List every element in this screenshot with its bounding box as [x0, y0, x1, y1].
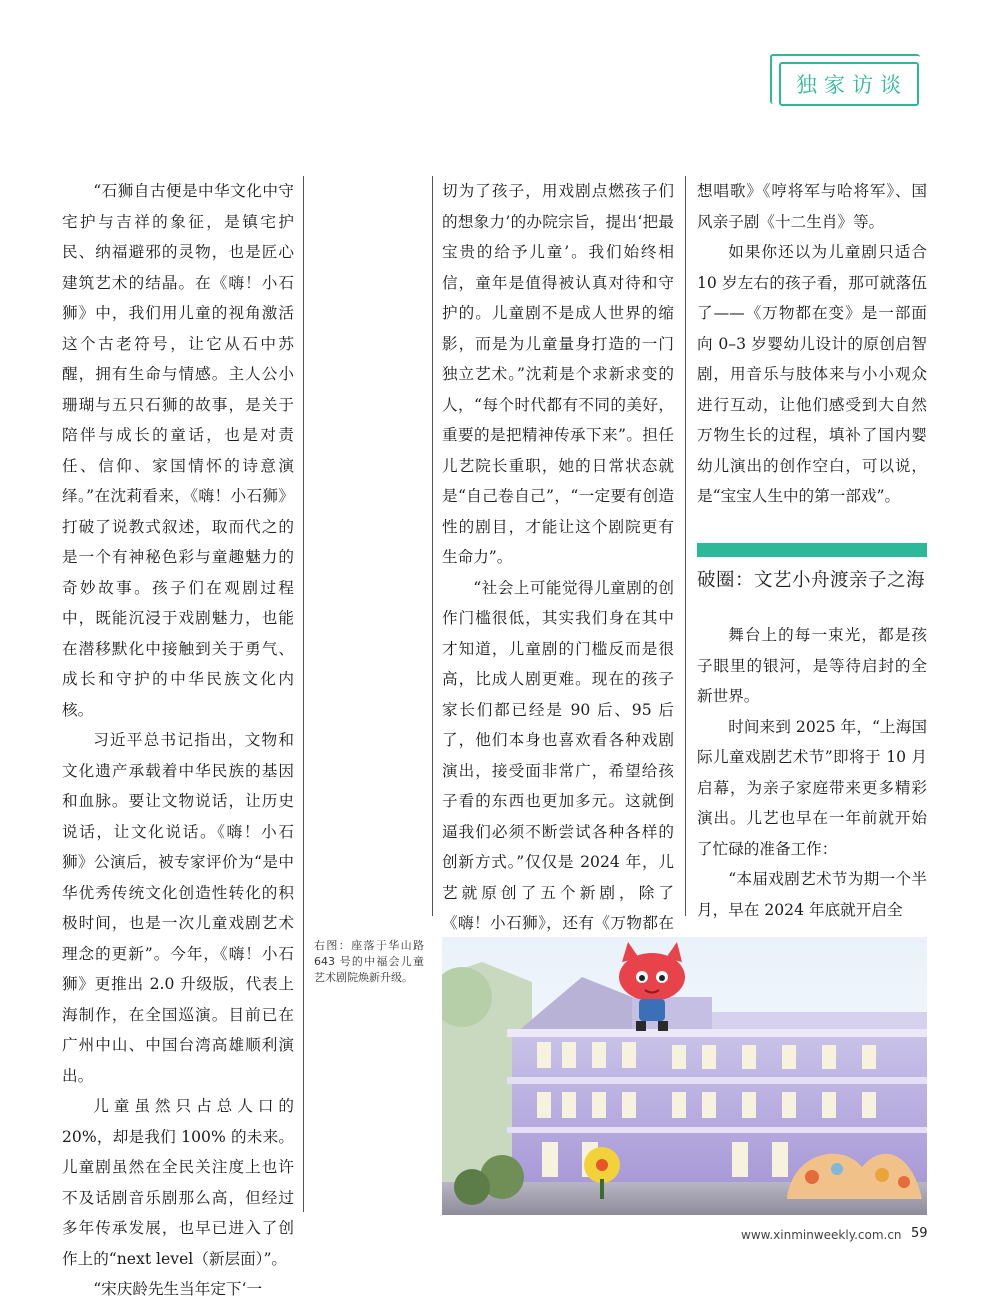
column-divider [685, 176, 686, 916]
paragraph: “社会上可能觉得儿童剧的创作门槛很低，其实我们身在其中才知道，儿童剧的门槛反而是很高，比成人剧更难。现在的孩子家长们都已经是 90 后、95 后了，他们本身也喜欢看各种戏剧演出，接受面非常广，希望给孩子看的东西也更加多元。这就倒逼我们必须不断尝试各种各样的创新方式。”仅仅是 2024 年，儿艺就原创了五个新剧，除了《嗨！小石狮》，还有《万物都在 [442, 578, 674, 932]
column-divider [303, 176, 304, 1212]
page-number: 59 [911, 1226, 928, 1241]
paragraph: 切为了孩子，用戏剧点燃孩子们的想象力’的办院宗旨，提出‘把最宝贵的给予儿童’。我们始终相信，童年是值得被认真对待和守护的。儿童剧不是成人世界的缩影，而是为儿童量身打造的一门独立艺术。”沈莉是个求新求变的人，“每个时代都有不同的美好，重要的是把精神传承下来”。担任儿艺院长重职，她的日常状态就是“自己卷自己”，“一定要有创造性的剧目，才能让这个剧院更有生命力”。 [442, 182, 674, 566]
article-column-2 [442, 176, 674, 969]
article-column-3 [697, 176, 927, 512]
theater-building-photo [442, 937, 927, 1215]
article-column-1 [62, 176, 294, 1305]
photo-caption: 右图：座落于华山路 643 号的中福会儿童艺术剧院焕新升级。 [314, 939, 424, 984]
section-accent-bar [697, 543, 927, 557]
article-column-3-continued [697, 620, 927, 925]
paragraph: 习近平总书记指出，文物和文化遗产承载着中华民族的基因和血脉。要让文物说话，让历史说话，让文化说话。《嗨！小石狮》公演后，被专家评价为“是中华优秀传统文化创造性转化的积极时间，也是一次儿童戏剧艺术理念的更新”。今年，《嗨！小石狮》更推出 2.0 升级版，代表上海制作，在全国巡演。目前已在广州中山、中国台湾高雄顺利演出。 [62, 731, 294, 1085]
paragraph: “本届戏剧艺术节为期一个半月，早在 2024 年底就开启全 [697, 870, 927, 919]
section-tag: 独家访谈 [779, 62, 919, 106]
paragraph: 想唱歌》《哼将军与哈将军》、国风亲子剧《十二生肖》等。 [697, 182, 927, 231]
paragraph: “宋庆龄先生当年定下‘一 [93, 1280, 263, 1298]
paragraph: 时间来到 2025 年，“上海国际儿童戏剧艺术节”即将于 10 月启幕，为亲子家庭带来更多精彩演出。儿艺也早在一年前就开始了忙碌的准备工作： [697, 717, 927, 858]
column-divider [432, 176, 433, 916]
paragraph: 儿童虽然只占总人口的 20%，却是我们 100% 的未来。儿童剧虽然在全民关注度上也许不及话剧音乐剧那么高，但经过多年传承发展，也早已进入了创作上的“next level（新层面）”。 [62, 1097, 294, 1268]
paragraph: 舞台上的每一束光，都是孩子眼里的银河，是等待启封的全新世界。 [697, 626, 927, 705]
website-url: www.xinminweekly.com.cn [741, 1228, 902, 1242]
section-heading: 破圈：文艺小舟渡亲子之海 [697, 570, 926, 591]
paragraph: 如果你还以为儿童剧只适合 10 岁左右的孩子看，那可就落伍了——《万物都在变》是一部面向 0–3 岁婴幼儿设计的原创启智剧，用音乐与肢体来与小小观众进行互动，让他们感受到大自然万物生长的过程，填补了国内婴幼儿演出的创作空白，可以说，是“宝宝人生中的第一部戏”。 [697, 243, 927, 505]
paragraph: “石狮自古便是中华文化中守宅护与吉祥的象征，是镇宅护民、纳福避邪的灵物，也是匠心建筑艺术的结晶。在《嗨！小石狮》中，我们用儿童的视角激活这个古老符号，让它从石中苏醒，拥有生命与情感。主人公小珊瑚与五只石狮的故事，是关于陪伴与成长的童话，也是对责任、信仰、家国情怀的诗意演绎。”在沈莉看来，《嗨！小石狮》打破了说教式叙述，取而代之的是一个有神秘色彩与童趣魅力的奇妙故事。孩子们在观剧过程中，既能沉浸于戏剧魅力，也能在潜移默化中接触到关于勇气、成长和守护的中华民族文化内核。 [62, 182, 294, 719]
